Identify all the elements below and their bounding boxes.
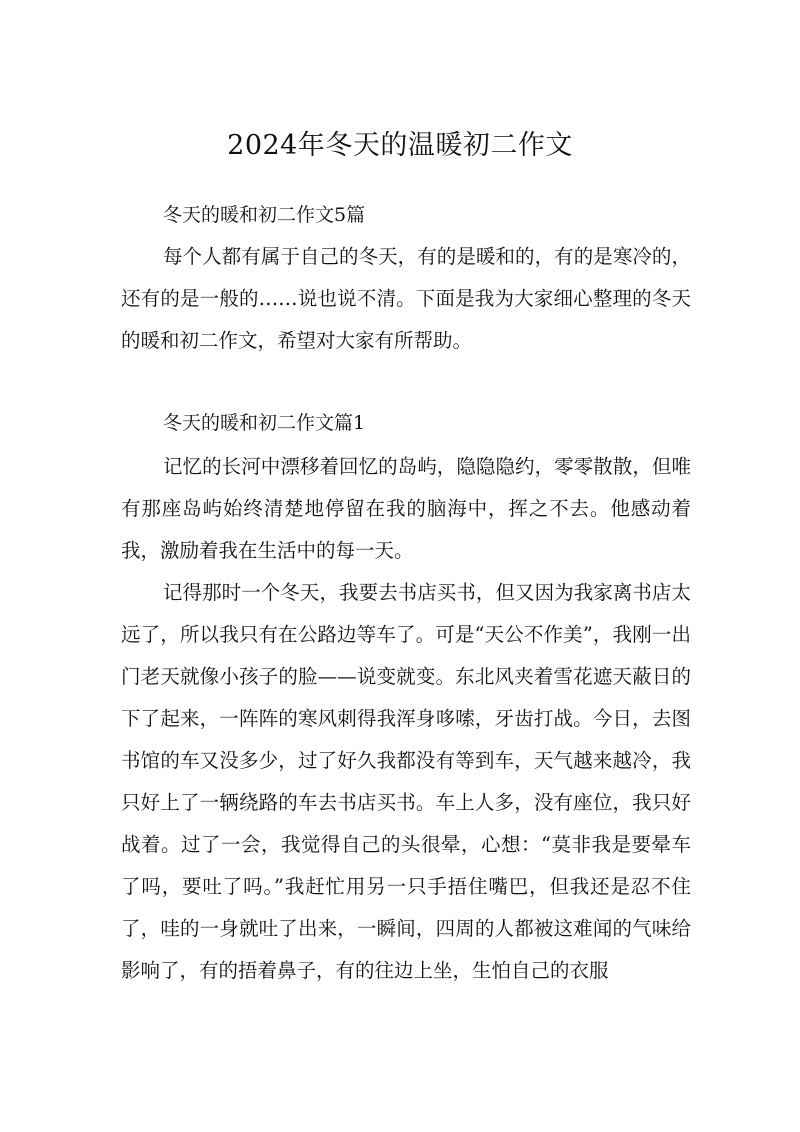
document-title: 2024年冬天的温暖初二作文 [227,130,573,161]
intro-paragraph: 每个人都有属于自己的冬天，有的是暖和的，有的是寒冷的，还有的是一般的……说也说不清。下面是我为大家细心整理的冬天的暖和初二作文，希望对大家有所帮助。 [121,245,691,352]
body-paragraph-2: 记得那时一个冬天，我要去书店买书，但又因为我家离书店太远了，所以我只有在公路边等车了。可是“天公不作美”，我刚一出门老天就像小孩子的脸——说变就变。东北风夹着雪花遮天蔽日的下了起来，一阵阵的寒风刺得我浑身哆嗦，牙齿打战。今日，去图书馆的车又没多少，过了好久我都没有等到车，天气越来越冷，我只好上了一辆绕路的车去书店买书。车上人多，没有座位，我只好战着。过了一会，我觉得自己的头很晕，心想：“莫非我是要晕车了吗，要吐了吗。”我赶忙用另一只手捂住嘴巴，但我还是忍不住了，哇的一身就吐了出来，一瞬间，四周的人都被这难闻的气味给影响了，有的捂着鼻子，有的往边上坐，生怕自己的衣服 [121,581,691,982]
body-paragraph-1: 记忆的长河中漂移着回忆的岛屿，隐隐隐约，零零散散，但唯有那座岛屿始终清楚地停留在我的脑海中，挥之不去。他感动着我，激励着我在生活中的每一天。 [121,455,691,562]
section-title: 冬天的暖和初二作文篇1 [163,412,366,434]
document-subtitle: 冬天的暖和初二作文5篇 [163,204,366,226]
